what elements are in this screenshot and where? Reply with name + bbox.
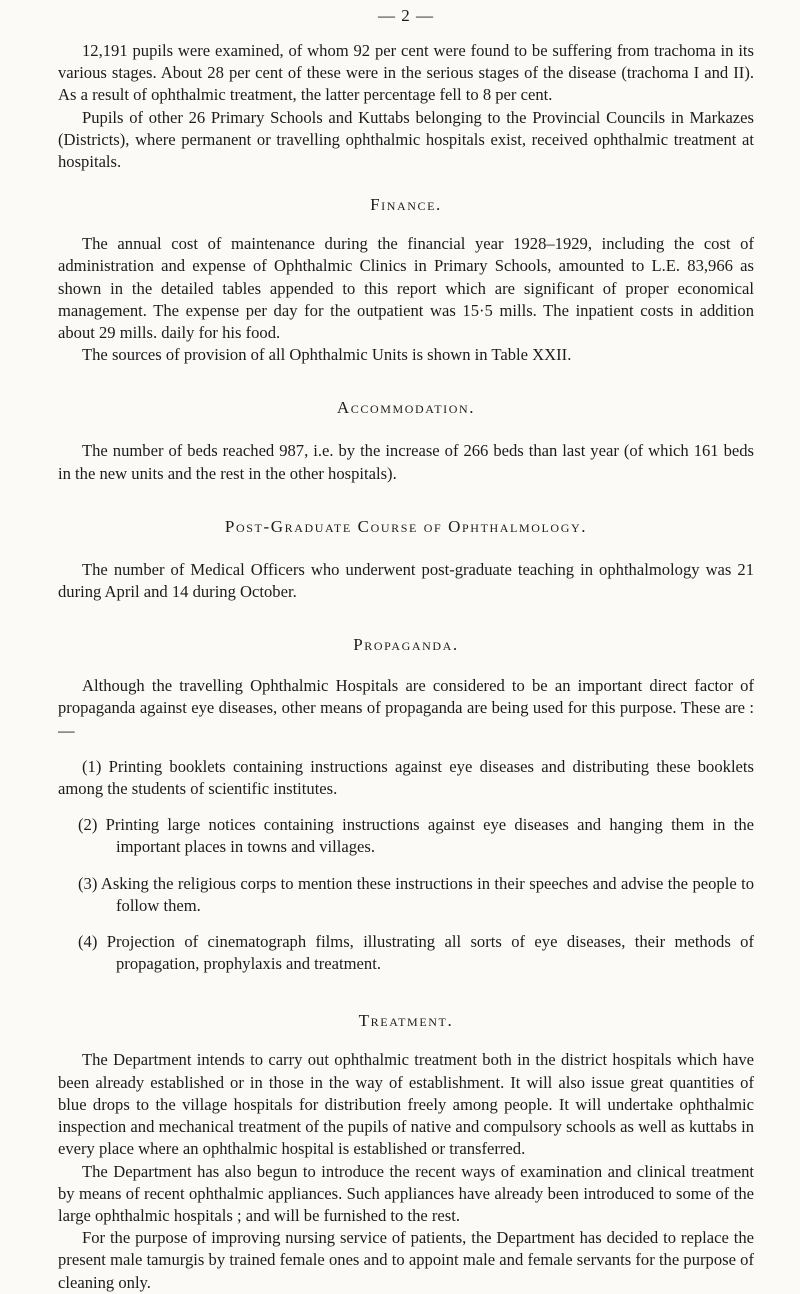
finance-paragraph-1: The annual cost of maintenance during the financial year 1928–1929, including the cost of administration and expense of Ophthalmic Clinics in Primary Schools, amounted to L.E. 83,966 as shown in the detailed tables appended to this report which are significant of proper economical management. The expense per day for the outpatient was 15·5 mills. The inpatient costs in addition about 29 mills. daily for his food.	[58, 234, 754, 343]
intro-paragraph-1: 12,191 pupils were examined, of whom 92 per cent were found to be suffering from trachoma in its various stages. About 28 per cent of these were in the serious stages of the disease (trachoma I and II). As a result of ophthalmic treatment, the latter percentage fell to 8 per cent.	[58, 41, 754, 105]
treatment-paragraph-2: The Department has also begun to introduce the recent ways of examination and clinical treatment by means of recent ophthalmic appliances. Such appliances have already been introduced to some of the large ophthalmic hospitals ; and will be furnished to the rest.	[58, 1161, 754, 1225]
list-item: (1) Printing booklets containing instructions against eye diseases and distributing these booklets among the students of scientific institutes.	[58, 756, 754, 799]
list-item: (2) Printing large notices containing instructions against eye diseases and hanging them in the important places in towns and villages.	[78, 815, 754, 857]
postgraduate-paragraph: The number of Medical Officers who underwent post-graduate teaching in ophthalmology was 21 during April and 14 during October.	[58, 559, 754, 602]
accommodation-paragraph: The number of beds reached 987, i.e. by the increase of 266 beds than last year (of which 161 beds in the new units and the rest in the other hospitals).	[58, 441, 754, 483]
propaganda-list	[58, 756, 754, 976]
list-item: (3) Asking the religious corps to mention these instructions in their speeches and advise the people to follow them.	[78, 873, 754, 915]
page-number: — 2 —	[378, 6, 434, 25]
propaganda-heading: Propaganda.	[353, 635, 459, 655]
treatment-heading: Treatment.	[358, 1011, 454, 1031]
postgraduate-heading: Post-Graduate Course of Ophthalmology.	[224, 516, 588, 536]
finance-heading: Finance.	[370, 195, 442, 215]
intro-paragraph-2: Pupils of other 26 Primary Schools and Kuttabs belonging to the Provincial Councils in Markazes (Districts), where permanent or travelling ophthalmic hospitals exist, received ophthalmic treatment at hospitals.	[58, 107, 754, 172]
treatment-paragraph-3: For the purpose of improving nursing service of patients, the Department has decided to replace the present male tamurgis by trained female ones and to appoint male and female servants for the purpose of cleaning only.	[58, 1228, 754, 1292]
propaganda-paragraph: Although the travelling Ophthalmic Hospitals are considered to be an important direct factor of propaganda against eye diseases, other means of propaganda are being used for this purpose. These are :—	[58, 676, 754, 740]
list-item: (4) Projection of cinematograph films, illustrating all sorts of eye diseases, their methods of propagation, prophylaxis and treatment.	[78, 932, 754, 974]
treatment-paragraph-1: The Department intends to carry out ophthalmic treatment both in the district hospitals which have been already established or in those in the way of establishment. It will also issue great quantities of blue drops to the village hospitals for distribution freely among people. It will undertake ophthalmic inspection and mechanical treatment of the pupils of native and compulsory schools as well as kuttabs in every place where an ophthalmic hospital is established or transferred.	[58, 1050, 754, 1159]
finance-paragraph-2: The sources of provision of all Ophthalmic Units is shown in Table XXII.	[82, 345, 572, 365]
accommodation-heading: Accommodation.	[336, 398, 476, 418]
